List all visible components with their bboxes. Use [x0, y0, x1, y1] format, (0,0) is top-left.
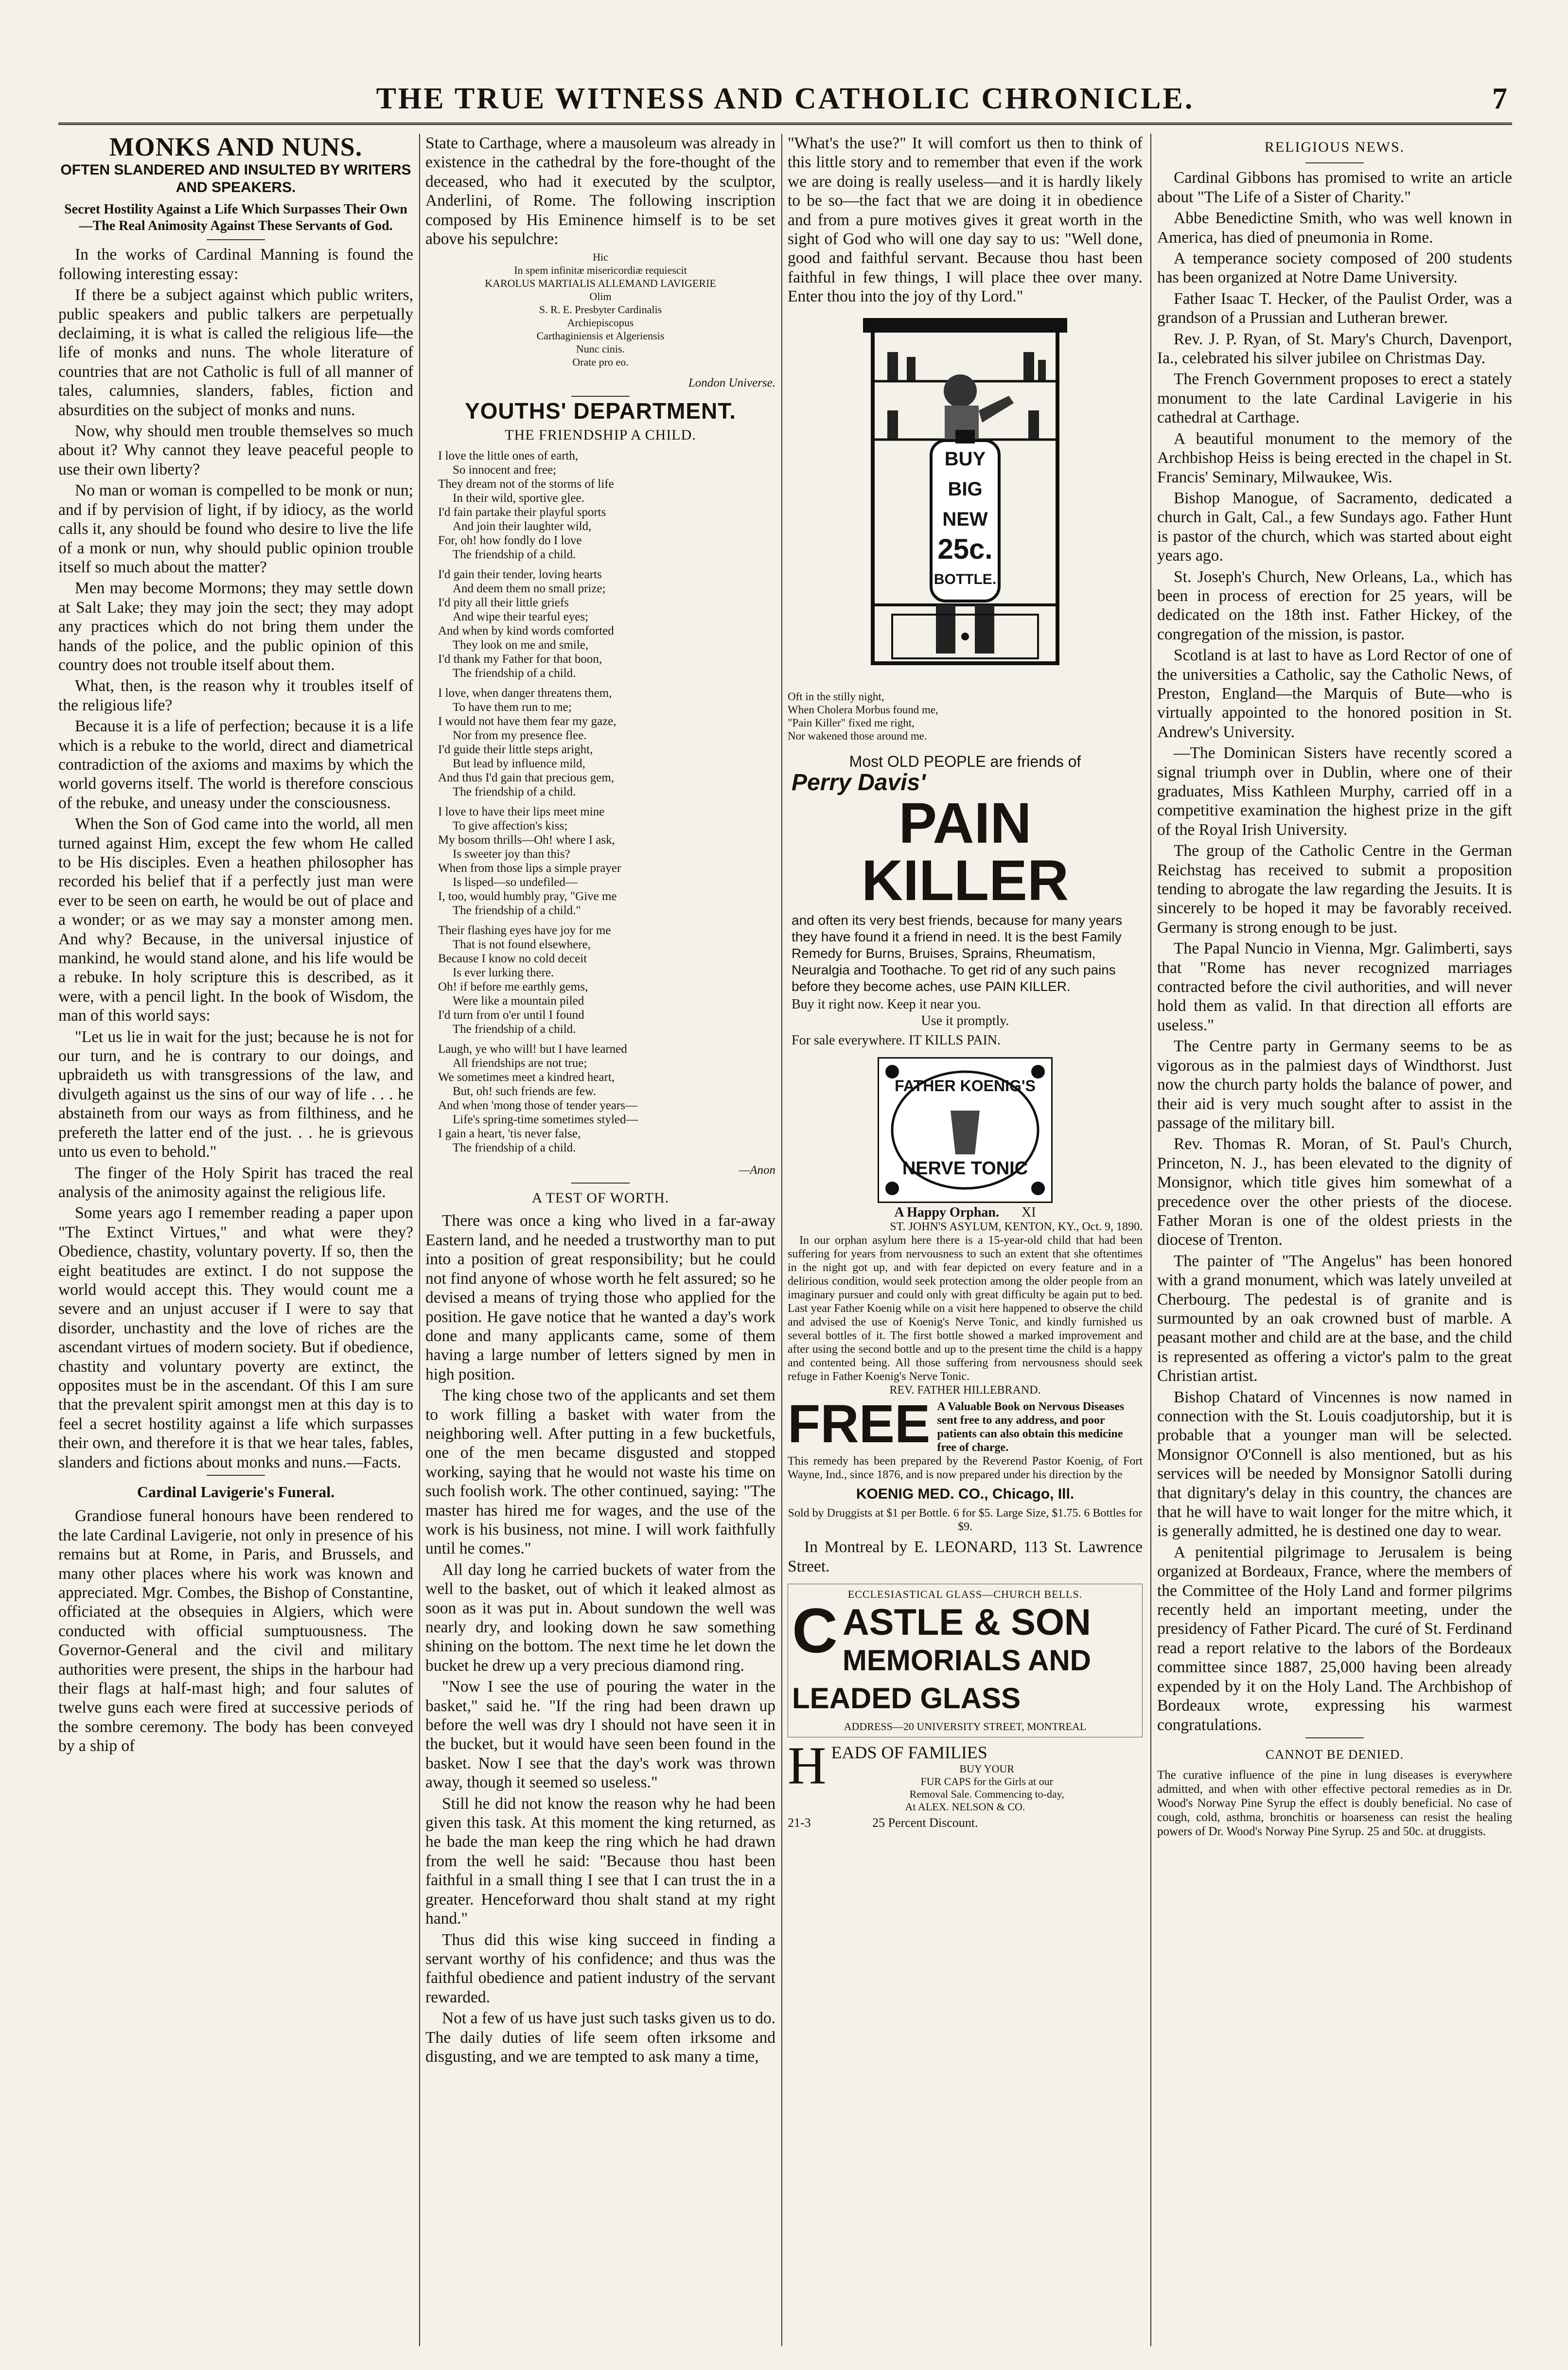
- poem-line: My bosom thrills—Oh! where I ask,: [438, 833, 615, 847]
- epitaph-source: London Universe.: [688, 376, 775, 390]
- poem-line: And deem them no small prize;: [453, 582, 606, 595]
- heads-of-families-ad: [788, 1743, 1143, 1832]
- testimonial-signer: REV. FATHER HILLEBRAND.: [889, 1383, 1041, 1397]
- dateline: ST. JOHN'S ASYLUM, KENTON, KY., Oct. 9, 1890.: [890, 1220, 1143, 1233]
- caption-line: Oft in the stilly night,: [788, 690, 884, 703]
- poem-line: The friendship of a child.: [453, 666, 576, 680]
- company-name: KOENIG MED. CO., Chicago, Ill.: [856, 1486, 1075, 1502]
- poem-line: And when by kind words comforted: [438, 624, 614, 637]
- poem-line: I'd thank my Father for that boon,: [438, 652, 602, 666]
- ad-line: Use it promptly.: [921, 1013, 1009, 1029]
- divider: [207, 1475, 265, 1476]
- poem-line: The friendship of a child.: [453, 1141, 576, 1154]
- poem-line: So innocent and free;: [453, 463, 557, 477]
- divider: [1305, 162, 1364, 163]
- epitaph-line: Orate pro eo.: [572, 356, 629, 369]
- poem-line: But, oh! such friends are few.: [453, 1084, 596, 1098]
- poem-stanza: [438, 567, 775, 680]
- castle-line: LEADED GLASS: [792, 1682, 1021, 1715]
- poem-title: THE FRIENDSHIP A CHILD.: [505, 427, 696, 443]
- poem-line: But lead by influence mild,: [453, 757, 585, 770]
- poem-line: The friendship of a child.": [453, 903, 581, 917]
- seal-top-text: FATHER KOENIG'S: [895, 1077, 1036, 1095]
- poem-line: All friendships are not true;: [453, 1056, 587, 1070]
- news-item: The group of the Catholic Centre in the German Reichstag has received to submit a proposition tending to abrogate the law regarding the Jesuits. It is sincerely to be hoped it may be favorably received. Germany is strong enough to be just.: [1157, 842, 1512, 937]
- poem-line: I love, when danger threatens them,: [438, 686, 612, 700]
- poem-line: The friendship of a child.: [453, 785, 576, 798]
- poem-line: Is sweeter joy than this?: [453, 847, 570, 861]
- poem-stanza: [438, 686, 775, 799]
- newspaper-title: THE TRUE WITNESS AND CATHOLIC CHRONICLE.: [376, 82, 1195, 115]
- testimonial-text: In our orphan asylum here there is a 15-year-old child that had been suffering for years from nervousness to such an extent that she oftentimes in the night got up, and with fear depicted on every feature and in a delirious condition, would seek protection among the older people from an imaginary pursuer and could only with great difficulty be again put to bed. Last year Father Koenig while on a visit here happened to observe the child and advised the use of Koenig's Nerve Tonic, and kindly furnished us several bottles of it. The first bottle showed a marked improvement and after using the second bottle and up to the present time the child is a happy and contented being. All those suffering from nervousness should seek refuge in Father Koenig's Nerve Tonic.: [788, 1234, 1143, 1383]
- sold-line: Sold by Druggists at $1 per Bottle. 6 for $5. Large Size, $1.75. 6 Bottles for $9.: [788, 1507, 1143, 1534]
- paragraph: Still he did not know the reason why he had been given this task. At this moment the king returned, as he bade the man keep the ring which he had drawn from the well he said: "Because thou hast been faithful in a small thing I see that I can trust the in a greater. Henceforward thou shalt stand at my right hand.": [425, 1794, 775, 1928]
- paragraph: State to Carthage, where a mausoleum was already in existence in the cathedral by the fore-thought of the deceased, who had it executed by the sculptor, Anderlini, of Rome. The following inscription composed by His Eminence himself is to be set above his sepulchre:: [425, 134, 775, 248]
- poem-line: Laugh, ye who will! but I have learned: [438, 1042, 627, 1056]
- cannot-be-denied-text: The curative influence of the pine in lung diseases is everywhere admitted, and when with other effective pectoral remedies as in Dr. Wood's Norway Pine Syrup the effect is doubly beneficial. No case of cough, cold, asthma, bronchitis or hoarseness can resist the healing powers of Dr. Wood's Norway Pine Syrup. 25 and 50c. at druggists.: [1157, 1769, 1512, 1839]
- news-item: Bishop Chatard of Vincennes is now named in connection with the St. Louis coadjutorship, but it is probable that a younger man will be selected. Monsignor O'Connell is also mentioned, but as his services will be needed by Monsignor Satolli during that dignitary's delay in this country, the chances are that he will have to wait longer for the mitre which, it is generally admitted, he is destined one day to wear.: [1157, 1388, 1512, 1540]
- paragraph: Now, why should men trouble themselves so much about it? Why cannot they leave peaceful people to use their own liberty?: [58, 422, 413, 478]
- poem-line: That is not found elsewhere,: [453, 937, 591, 951]
- column-2: [425, 134, 775, 2351]
- paragraph: Thus did this wise king succeed in finding a servant worthy of his confidence; and thus was the faithful obedience and patient industry of the servant rewarded.: [425, 1930, 775, 2006]
- castle-line: MEMORIALS AND: [842, 1644, 1091, 1677]
- paragraph: When the Son of God came into the world, all men turned against Him, except the few whom He called to be His disciples. Even a heathen philosopher has recorded his belief that if a perfectly just man were ever to be seen on earth, he would be out of place and a wonder; or as we may say a monster among men. And why? Because, in the universal injustice of mankind, he would stand alone, and his life would be a rebuke. In holy scripture this is described, as it were, with a pencil light. In the book of Wisdom, the man of this world says:: [58, 815, 413, 1025]
- orphan-title: A Happy Orphan.: [894, 1204, 999, 1220]
- headline-monks-and-nuns: MONKS AND NUNS.: [109, 134, 363, 161]
- news-item: Bishop Manogue, of Sacramento, dedicated a church in Galt, Cal., a few Sundays ago. Father Hunt is pastor of the church, which was started about eight years ago.: [1157, 489, 1512, 565]
- ad-line: For sale everywhere. IT KILLS PAIN.: [792, 1032, 1001, 1048]
- youths-department-heading: YOUTHS' DEPARTMENT.: [464, 398, 737, 424]
- paragraph: No man or woman is compelled to be monk or nun; and if by pervision of light, if by idiocy, as the world calls it, any should be found who desire to live the life of a monk or nun, why should public opinion trouble itself so much about the matter?: [58, 481, 413, 576]
- poem-line: Their flashing eyes have joy for me: [438, 923, 611, 937]
- funeral-heading: Cardinal Lavigerie's Funeral.: [137, 1483, 335, 1501]
- news-item: —The Dominican Sisters have recently scored a signal triumph over in Dublin, where one of their graduates, Miss Kathleen Murphy, carried off in a competitive examination the highest prize in the gift of the Royal Irish University.: [1157, 744, 1512, 839]
- poem-stanza: [438, 805, 775, 918]
- epitaph-line: Olim: [589, 290, 612, 303]
- free-word: FREE: [788, 1399, 931, 1454]
- divider: [571, 396, 630, 397]
- poem-stanza: [438, 923, 775, 1036]
- ad-product-name: PAIN: [899, 791, 1032, 856]
- paragraph: Grandiose funeral honours have been rendered to the late Cardinal Lavigerie, not only in presence of his remains but at Rome, in Paris, and Brussels, and many other places where his work was known and appreciated. Mgr. Combes, the Bishop of Constantine, officiated at the obsequies in Algiers, which were conducted with official sumptuousness. The Governor-General and the civil and military authorities were present, the ships in the harbour had their flags at half-mast high; and four salutes of twelve guns each were fired at successive periods of the sombre ceremony. The body has been conveyed by a ship of: [58, 1507, 413, 1755]
- column-3: [788, 134, 1143, 2351]
- cut-caption: [788, 690, 1143, 743]
- epitaph-line: In spem infinitæ misericordiæ requiescit: [514, 264, 687, 277]
- paragraph: In the works of Cardinal Manning is found the following interesting essay:: [58, 246, 413, 283]
- heads-line: BUY YOUR: [959, 1762, 1015, 1775]
- caption-line: "Pain Killer" fixed me right,: [788, 717, 915, 729]
- ad-lead: Most OLD PEOPLE are friends of: [849, 753, 1081, 771]
- page-number: 7: [1492, 82, 1507, 115]
- castle-initial: C: [792, 1604, 838, 1666]
- heads-footer-discount: 25 Percent Discount.: [872, 1815, 978, 1830]
- epitaph-line: Carthaginiensis et Algeriensis: [536, 330, 665, 342]
- paragraph: All day long he carried buckets of water from the well to the basket, out of which it leaked almost as soon as it was put in. About sundown the well was nearly dry, and looking down he saw something shining on the bottom. The next time he let down the bucket he drew up a very precious diamond ring.: [425, 1560, 775, 1675]
- subheadline: OFTEN SLANDERED AND INSULTED BY WRITERS AND SPEAKERS.: [60, 162, 411, 196]
- epitaph-line: KAROLUS MARTIALIS ALLEMAND LAVIGERIE: [485, 277, 716, 290]
- news-item: A temperance society composed of 200 students has been organized at Notre Dame University.: [1157, 249, 1512, 287]
- deck: Secret Hostility Against a Life Which Surpasses Their Own—The Real Animosity Against These Servants of God.: [64, 202, 407, 234]
- divider: [571, 1183, 630, 1184]
- poem-line: To give affection's kiss;: [453, 819, 568, 832]
- heads-line: At ALEX. NELSON & CO.: [905, 1800, 1025, 1813]
- paragraph: "Now I see the use of pouring the water in the basket," said he. "If the ring had been drawn up before the well was dry I should not have seen it in the bucket, but it would have seen been found in the basket. Now I see that the day's work was thrown away, though it seemed so useless.": [425, 1678, 775, 1792]
- news-item: Abbe Benedictine Smith, who was well known in America, has died of pneumonia in Rome.: [1157, 209, 1512, 247]
- heads-footer-code: 21-3: [788, 1815, 811, 1830]
- paragraph: What, then, is the reason why it troubles itself of the religious life?: [58, 677, 413, 714]
- nerve-tonic-seal: [878, 1057, 1053, 1203]
- column-1: [58, 134, 413, 2351]
- paragraph: The finger of the Holy Spirit has traced the real analysis of the animosity against the religious life.: [58, 1164, 413, 1201]
- poem-line: And when 'mong those of tender years—: [438, 1098, 637, 1112]
- poem-line: The friendship of a child.: [453, 1022, 576, 1036]
- poem-line: For, oh! how fondly do I love: [438, 533, 582, 547]
- koenig-nerve-tonic-ad: [788, 1057, 1143, 1576]
- poem-line: I love the little ones of earth,: [438, 449, 579, 462]
- news-item: The French Government proposes to erect a stately monument to the late Cardinal Lavigerie in his cathedral at Carthage.: [1157, 370, 1512, 427]
- ad-brand: Perry Davis': [792, 770, 926, 796]
- news-item: The painter of "The Angelus" has been honored with a grand monument, which was lately unveiled at Cherbourg. The pedestal is of granite and is surmounted by an oak crowned bust of marble. A peasant mother and child are at the base, and the child is represented as offering a victor's palm to the great Christian artist.: [1157, 1252, 1512, 1385]
- news-item: Cardinal Gibbons has promised to write an article about "The Life of a Sister of Charity.": [1157, 169, 1512, 206]
- poem-line: I'd pity all their little griefs: [438, 596, 569, 609]
- column-rule: [419, 134, 420, 2346]
- ad-line: Buy it right now. Keep it near you.: [792, 997, 981, 1012]
- poem-line: To have them run to me;: [453, 700, 572, 714]
- poem-line: I'd guide their little steps aright,: [438, 743, 593, 756]
- bottle-label-line: BIG: [948, 478, 983, 500]
- divider: [207, 239, 265, 240]
- epitaph-line: Hic: [593, 251, 608, 264]
- caption-line: When Cholera Morbus found me,: [788, 704, 938, 716]
- heads-line: FUR CAPS for the Girls at our: [920, 1775, 1053, 1787]
- poem-line: I'd gain their tender, loving hearts: [438, 567, 602, 581]
- ad-body: and often its very best friends, because for many years they have found it a friend in need. It is the best Family Remedy for Burns, Bruises, Sprains, Rheumatism, Neuralgia and Toothache. To get rid of any such pains before they become aches, use PAIN KILLER.: [792, 913, 1123, 994]
- poem-line: Oh! if before me earthly gems,: [438, 980, 588, 993]
- column-rule: [781, 134, 782, 2346]
- paragraph: Not a few of us have just such tasks given us to do. The daily duties of life seem often irksome and disgusting, and we are tempted to ask many a time,: [425, 2009, 775, 2066]
- poem-line: In their wild, sportive glee.: [453, 491, 584, 505]
- poem-line: They dream not of the storms of life: [438, 477, 614, 491]
- poem-line: Life's spring-time sometimes styled—: [453, 1113, 638, 1126]
- bottle-label-line: NEW: [942, 509, 988, 531]
- poem-stanza: [438, 449, 775, 562]
- poem-line: I gain a heart, 'tis never false,: [438, 1127, 581, 1140]
- pain-killer-cupboard-illustration: [814, 313, 1116, 687]
- poem-signature: —Anon: [739, 1163, 775, 1177]
- free-text: A Valuable Book on Nervous Diseases sent free to any address, and poor patients can also obtain this medicine free of charge.: [937, 1400, 1125, 1454]
- poem-line: Because I know no cold deceit: [438, 952, 587, 965]
- poem-line: And wipe their tearful eyes;: [453, 610, 589, 623]
- heads-initial: H: [788, 1743, 827, 1796]
- orphan-number: XI: [1021, 1204, 1036, 1220]
- seal-bottom-text: NERVE TONIC: [902, 1158, 1028, 1179]
- news-item: The Centre party in Germany seems to be as vigorous as in the palmiest days of Windthorst. Just now the church party holds the balance of power, and their aid is very much sought after to assist in the passage of the military bill.: [1157, 1037, 1512, 1132]
- column-4: [1157, 134, 1512, 2351]
- masthead: [58, 78, 1512, 125]
- poem-line: When from those lips a simple prayer: [438, 861, 621, 875]
- epitaph-line: Nunc cinis.: [576, 343, 625, 355]
- paragraph: Because it is a life of perfection; because it is a life which is a rebuke to the world, direct and diametrical contradiction of the axioms and maxims by which the world governs itself. The world is therefore conscious of the rebuke, and uneasy under the consciousness.: [58, 717, 413, 812]
- poem-line: Nor from my presence flee.: [453, 728, 587, 742]
- news-item: St. Joseph's Church, New Orleans, La., which has been in process of erection for 25 years, will be dedicated on the 18th inst. Father Hickey, of the congregation of the mission, is pastor.: [1157, 567, 1512, 643]
- bottle-label-line: BUY: [944, 448, 986, 470]
- heads-line: Removal Sale. Commencing to-day,: [909, 1787, 1064, 1800]
- religious-news-heading: RELIGIOUS NEWS.: [1264, 139, 1405, 155]
- divider: [1305, 1737, 1364, 1738]
- epitaph-line: S. R. E. Presbyter Cardinalis: [539, 303, 662, 316]
- castle-line: ASTLE & SON: [842, 1604, 1091, 1644]
- poem-line: They look on me and smile,: [453, 638, 589, 652]
- news-item: Scotland is at last to have as Lord Rector of one of the universities a Catholic, say the Catholic News, of Preston, England—the Marquis of Bute—who is virtually appointed to the honored position in St. Andrew's University.: [1157, 646, 1512, 741]
- news-item: Father Isaac T. Hecker, of the Paulist Order, was a grandson of a Prussian and Lutheran brewer.: [1157, 289, 1512, 327]
- poem-line: Were like a mountain piled: [453, 994, 584, 1008]
- poem-line: Is ever lurking there.: [453, 966, 554, 979]
- news-item: A penitential pilgrimage to Jerusalem is being organized at Bordeaux, France, where the members of the Committee of the Holy Land and former pilgrims recently held an important meeting, under the presidency of Father Picard. The curé of St. Ferdinand read a report relative to the labors of the Bordeaux committee since 1887, 25,000 having been already expended by it on the Holy Land. The Archbishop of Bordeaux wrote, expressing his warmest congratulations.: [1157, 1543, 1512, 1734]
- epitaph-line: Archiepiscopus: [567, 317, 634, 329]
- pain-killer-ad: [788, 748, 1143, 1051]
- paragraph: If there be a subject against which public writers, public speakers and public talkers are perpetually declaiming, it is what is called the religious life—the life of monks and nuns. The whole literature of countries that are not Catholic is full of all manner of tales, calumnies, slanders, fables, fiction and absurdities on the subject of monks and nuns.: [58, 286, 413, 419]
- epitaph: [425, 250, 775, 369]
- caption-line: Nor wakened those around me.: [788, 730, 927, 743]
- poem-line: I love to have their lips meet mine: [438, 805, 605, 818]
- bottle-label-line: BOTTLE.: [934, 571, 997, 588]
- paragraph: "What's the use?" It will comfort us then to think of this little story and to remember that even if the work we are doing is really useless—and it is hardly likely to be so—the fact that we are doing it in obedience and from a pure motives gives it great worth in the sight of God who will one day say to us: "Well done, good and faithful servant. Because thou hast been faithful in few things, I will place thee over many. Enter thou into the joy of thy Lord.": [788, 134, 1143, 306]
- poem-line: We sometimes meet a kindred heart,: [438, 1070, 615, 1084]
- poem-line: I'd turn from o'er until I found: [438, 1008, 584, 1022]
- worth-heading: A TEST OF WORTH.: [531, 1190, 669, 1206]
- paragraph: "Let us lie in wait for the just; because he is not for our turn, and he is contrary to our doings, and upbraideth us with transgressions of the law, and divulgeth against us the sins of our way of life . . . he abstaineth from our ways as from filthiness, and he prefereth the latter end of the just. . . he is grievous unto us even to behold.": [58, 1027, 413, 1161]
- poem-line: I would not have them fear my gaze,: [438, 714, 617, 728]
- news-item: Rev. Thomas R. Moran, of St. Paul's Church, Princeton, N. J., has been elevated to the dignity of Monsignor, which title gives him somewhat of a precedence over the other priests of the diocese. Father Moran is one of the oldest priests in the diocese of Trenton.: [1157, 1135, 1512, 1249]
- paragraph: There was once a king who lived in a far-away Eastern land, and he needed a trustworthy man to put into a position of great responsibility; but he could not find anyone of whose worth he felt assured; so he devised a means of trying those who applied for the position. He gave notice that he wanted a day's work done and many applicants came, some of them having a large number of letters signed by men in high position.: [425, 1212, 775, 1383]
- poem-line: The friendship of a child.: [453, 548, 576, 561]
- castle-header: ECCLESIASTICAL GLASS—CHURCH BELLS.: [847, 1588, 1083, 1601]
- poem-stanza: [438, 1042, 775, 1155]
- poem-line: I, too, would humbly pray, "Give me: [438, 889, 617, 903]
- column-rule: [1150, 134, 1151, 2346]
- poem-line: And join their laughter wild,: [453, 519, 592, 533]
- news-item: A beautiful monument to the memory of the Archbishop Heiss is being erected in the chapel in St. Francis' Seminary, Milwaukee, Wis.: [1157, 429, 1512, 486]
- heads-title: EADS OF FAMILIES: [831, 1743, 987, 1763]
- poem-line: And thus I'd gain that precious gem,: [438, 771, 615, 784]
- castle-son-ad: [788, 1584, 1143, 1737]
- news-item: Rev. J. P. Ryan, of St. Mary's Church, Davenport, Ia., celebrated his silver jubilee on Christmas Day.: [1157, 330, 1512, 368]
- poem-line: Is lisped—so undefiled—: [453, 875, 578, 889]
- paragraph: The king chose two of the applicants and set them to work filling a basket with water from the neighboring well. After putting in a few bucketfuls, one of the men became disgusted and stopped working, saying that he would not waste his time on such foolish work. The other continued, saying: "The master has hired me for wages, and the use of the work is his business, not mine. I will work faithfully until he comes.": [425, 1386, 775, 1558]
- cannot-be-denied-heading: CANNOT BE DENIED.: [1265, 1747, 1404, 1762]
- montreal-agent: In Montreal by E. LEONARD, 113 St. Lawrence Street.: [788, 1538, 1143, 1575]
- ad-product-name: KILLER: [861, 849, 1069, 913]
- bottle-label: [814, 444, 1116, 687]
- paragraph: Some years ago I remember reading a paper upon "The Extinct Virtues," and what were they? Obedience, chastity, voluntary poverty. If so, then the eight beatitudes are extinct. I do not suppose the world would accept this. They would count me a severe and an unjust accuser if I were to say that disorder, unchastity and the love of riches are the ascendant virtues of modern society. But if obedience, chastity and voluntary poverty are extinct, the opposites must be in the ascendant. Of this I am sure that the prevalent spirit amongst men at this day is to feel a secret hostility against a life which surpasses their own, and therefore it is that we hear tales, fables, slanders and fictions about monks and nuns.—Facts.: [58, 1204, 413, 1471]
- castle-address: ADDRESS—20 UNIVERSITY STREET, MONTREAL: [844, 1720, 1087, 1733]
- remedy-note: This remedy has been prepared by the Reverend Pastor Koenig, of Fort Wayne, Ind., since 1876, and is now prepared under his direction by the: [788, 1454, 1143, 1481]
- paragraph: Men may become Mormons; they may settle down at Salt Lake; they may join the sect; they may adopt any practices which do not bring them under the hands of the police, and the public opinion of this country does not trouble itself about them.: [58, 579, 413, 674]
- bottle-label-line: 25c.: [937, 533, 993, 566]
- news-item: The Papal Nuncio in Vienna, Mgr. Galimberti, says that "Rome has never recognized marriages contracted before the civil authorities, and will never hold them as valid. In that direction all efforts are useless.": [1157, 939, 1512, 1034]
- poem-line: I'd fain partake their playful sports: [438, 505, 606, 519]
- poem: [438, 449, 775, 1155]
